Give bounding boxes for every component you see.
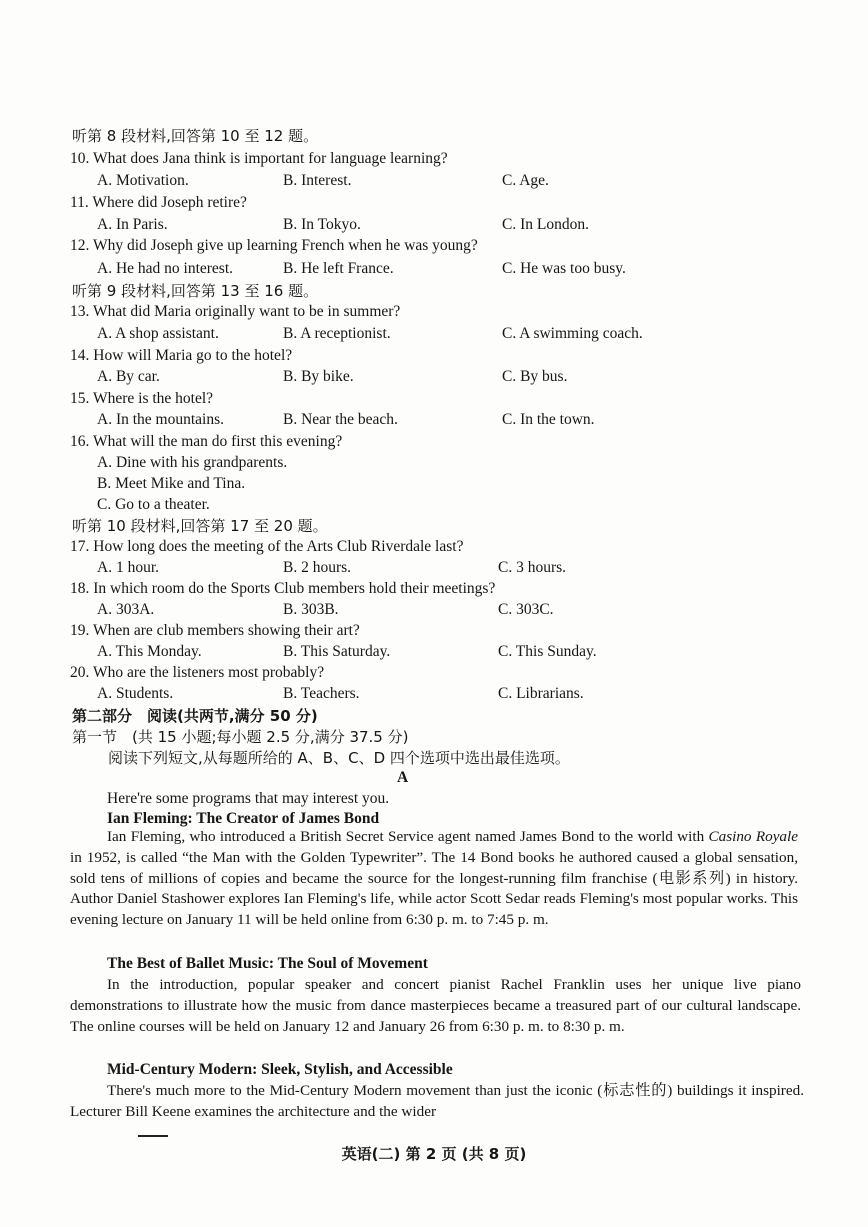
option-c: C. By bus.	[502, 368, 568, 385]
option-a: A. Dine with his grandparents.	[97, 454, 288, 471]
section-heading: 听第 8 段材料,回答第 10 至 12 题。	[72, 127, 319, 145]
option-c: C. He was too busy.	[502, 260, 626, 277]
option-b: B. Meet Mike and Tina.	[97, 475, 246, 492]
option-b: B. 2 hours.	[283, 559, 352, 576]
option-c: C. This Sunday.	[498, 643, 597, 660]
answer-options	[0, 214, 868, 236]
option-a: A. Students.	[97, 685, 174, 702]
option-b: B. Interest.	[283, 172, 352, 189]
option-a: A. A shop assistant.	[97, 325, 219, 342]
page-mark	[138, 1135, 168, 1137]
answer-options	[0, 409, 868, 431]
option-b: B. Near the beach.	[283, 411, 398, 428]
question-stem: 16. What will the man do first this evening?	[70, 433, 343, 450]
option-c: C. In London.	[502, 216, 589, 233]
answer-options	[0, 170, 868, 192]
answer-options	[0, 683, 868, 705]
answer-options	[0, 641, 868, 663]
option-a: A. He had no interest.	[97, 260, 234, 277]
question-stem: 19. When are club members showing their art?	[70, 622, 360, 639]
option-a: A. This Monday.	[97, 643, 202, 660]
option-c: C. Age.	[502, 172, 549, 189]
question-stem: 15. Where is the hotel?	[70, 390, 214, 407]
question-stem: 11. Where did Joseph retire?	[70, 194, 247, 211]
answer-options	[0, 366, 868, 388]
question-stem: 17. How long does the meeting of the Arts Club Riverdale last?	[70, 538, 464, 555]
option-a: A. 303A.	[97, 601, 155, 618]
program-title: The Best of Ballet Music: The Soul of Movement	[107, 955, 428, 972]
program-title: Mid-Century Modern: Sleek, Stylish, and Accessible	[107, 1061, 453, 1078]
option-b: B. He left France.	[283, 260, 394, 277]
option-c: C. A swimming coach.	[502, 325, 643, 342]
section-heading: 听第 10 段材料,回答第 17 至 20 题。	[72, 517, 328, 535]
option-c: C. Go to a theater.	[97, 496, 210, 513]
passage-letter: A	[397, 769, 409, 786]
option-a: A. In the mountains.	[97, 411, 224, 428]
option-c: C. Librarians.	[498, 685, 584, 702]
answer-options	[0, 599, 868, 621]
option-a: A. In Paris.	[97, 216, 168, 233]
answer-options	[0, 323, 868, 345]
program-title: Ian Fleming: The Creator of James Bond	[107, 810, 380, 827]
option-b: B. 303B.	[283, 601, 339, 618]
answer-options	[0, 258, 868, 280]
question-stem: 14. How will Maria go to the hotel?	[70, 347, 293, 364]
option-c: C. 303C.	[498, 601, 554, 618]
question-stem: 20. Who are the listeners most probably?	[70, 664, 325, 681]
option-c: C. 3 hours.	[498, 559, 567, 576]
option-b: B. In Tokyo.	[283, 216, 361, 233]
program-description: There's much more to the Mid-Century Modern movement than just the iconic (标志性的) buildings it inspired. Lecturer Bill Keene examines the architecture and the wider	[70, 1082, 804, 1120]
page-footer: 英语(二) 第 2 页 (共 8 页)	[341, 1145, 527, 1163]
question-stem: 13. What did Maria originally want to be in summer?	[70, 303, 401, 320]
option-c: C. In the town.	[502, 411, 595, 428]
question-stem: 12. Why did Joseph give up learning French when he was young?	[70, 237, 478, 254]
option-b: B. By bike.	[283, 368, 354, 385]
option-b: B. A receptionist.	[283, 325, 391, 342]
option-a: A. By car.	[97, 368, 160, 385]
option-b: B. Teachers.	[283, 685, 360, 702]
question-stem: 18. In which room do the Sports Club members hold their meetings?	[70, 580, 496, 597]
program-description: Ian Fleming, who introduced a British Secret Service agent named James Bond to the world with Casino Royale in 1952, is called “the Man with the Golden Typewriter”. The 14 Bond books he authored caused a global sensation, sold tens of millions of copies and became the source for the longest-running film franchise (电影系列) in history. Author Daniel Stashower explores Ian Fleming's life, while actor Scott Sedar reads Fleming's most popular works. This evening lecture on January 11 will be held online from 6:30 p. m. to 7:45 p. m.	[70, 828, 798, 929]
option-a: A. 1 hour.	[97, 559, 159, 576]
program-description: In the introduction, popular speaker and concert pianist Rachel Franklin uses her unique live piano demonstrations to illustrate how the music from dance masterpieces became a treasured part of our cultural landscape. The online courses will be held on January 12 and January 26 from 6:30 p. m. to 8:30 p. m.	[70, 976, 801, 1035]
section-title: 第一节 (共 15 小题;每小题 2.5 分,满分 37.5 分)	[72, 728, 409, 746]
instructions: 阅读下列短文,从每题所给的 A、B、C、D 四个选项中选出最佳选项。	[108, 749, 570, 767]
answer-options	[0, 557, 868, 579]
question-stem: 10. What does Jana think is important for language learning?	[70, 150, 448, 167]
option-a: A. Motivation.	[97, 172, 189, 189]
passage-intro: Here're some programs that may interest you.	[107, 790, 390, 807]
part-title: 第二部分 阅读(共两节,满分 50 分)	[72, 707, 318, 725]
option-b: B. This Saturday.	[283, 643, 391, 660]
section-heading: 听第 9 段材料,回答第 13 至 16 题。	[72, 282, 319, 300]
